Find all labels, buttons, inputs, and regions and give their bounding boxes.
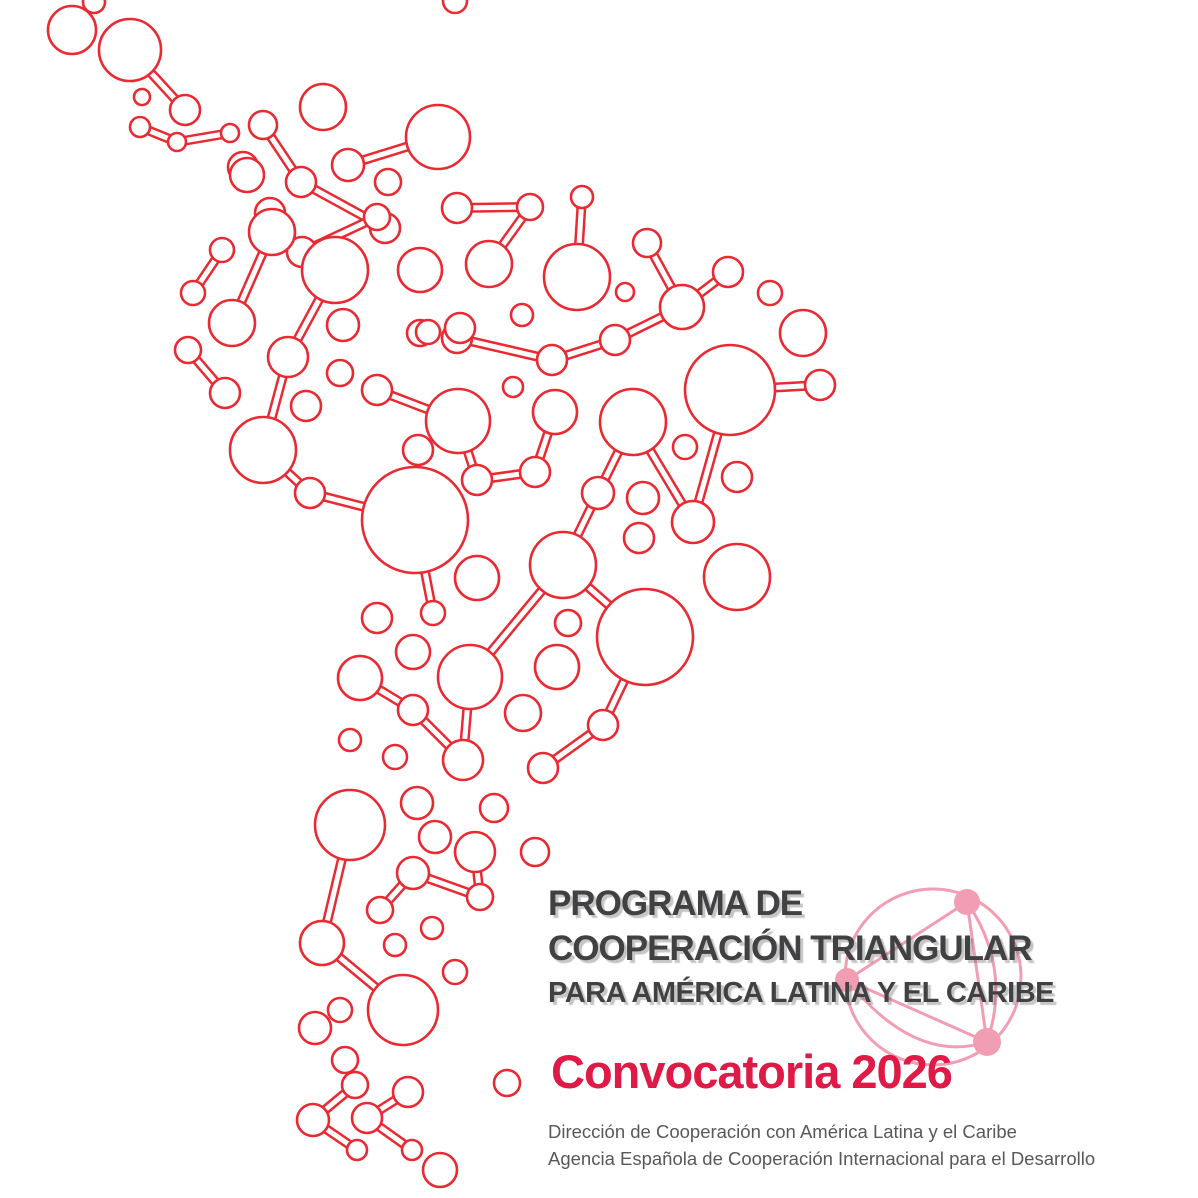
program-title-line1: PROGRAMA DE [548,884,803,923]
footer-direccion: Dirección de Cooperación con América Latina y el Caribe [548,1121,1017,1142]
program-title-line3: PARA AMÉRICA LATINA Y EL CARIBE [548,977,1054,1009]
footer-agencia: Agencia Española de Cooperación Internacional para el Desarrollo [548,1148,1096,1169]
program-title-line2: COOPERACIÓN TRIANGULAR [548,929,1032,968]
footer-block [548,1118,1095,1172]
convocatoria-year: Convocatoria 2026 [551,1045,952,1098]
